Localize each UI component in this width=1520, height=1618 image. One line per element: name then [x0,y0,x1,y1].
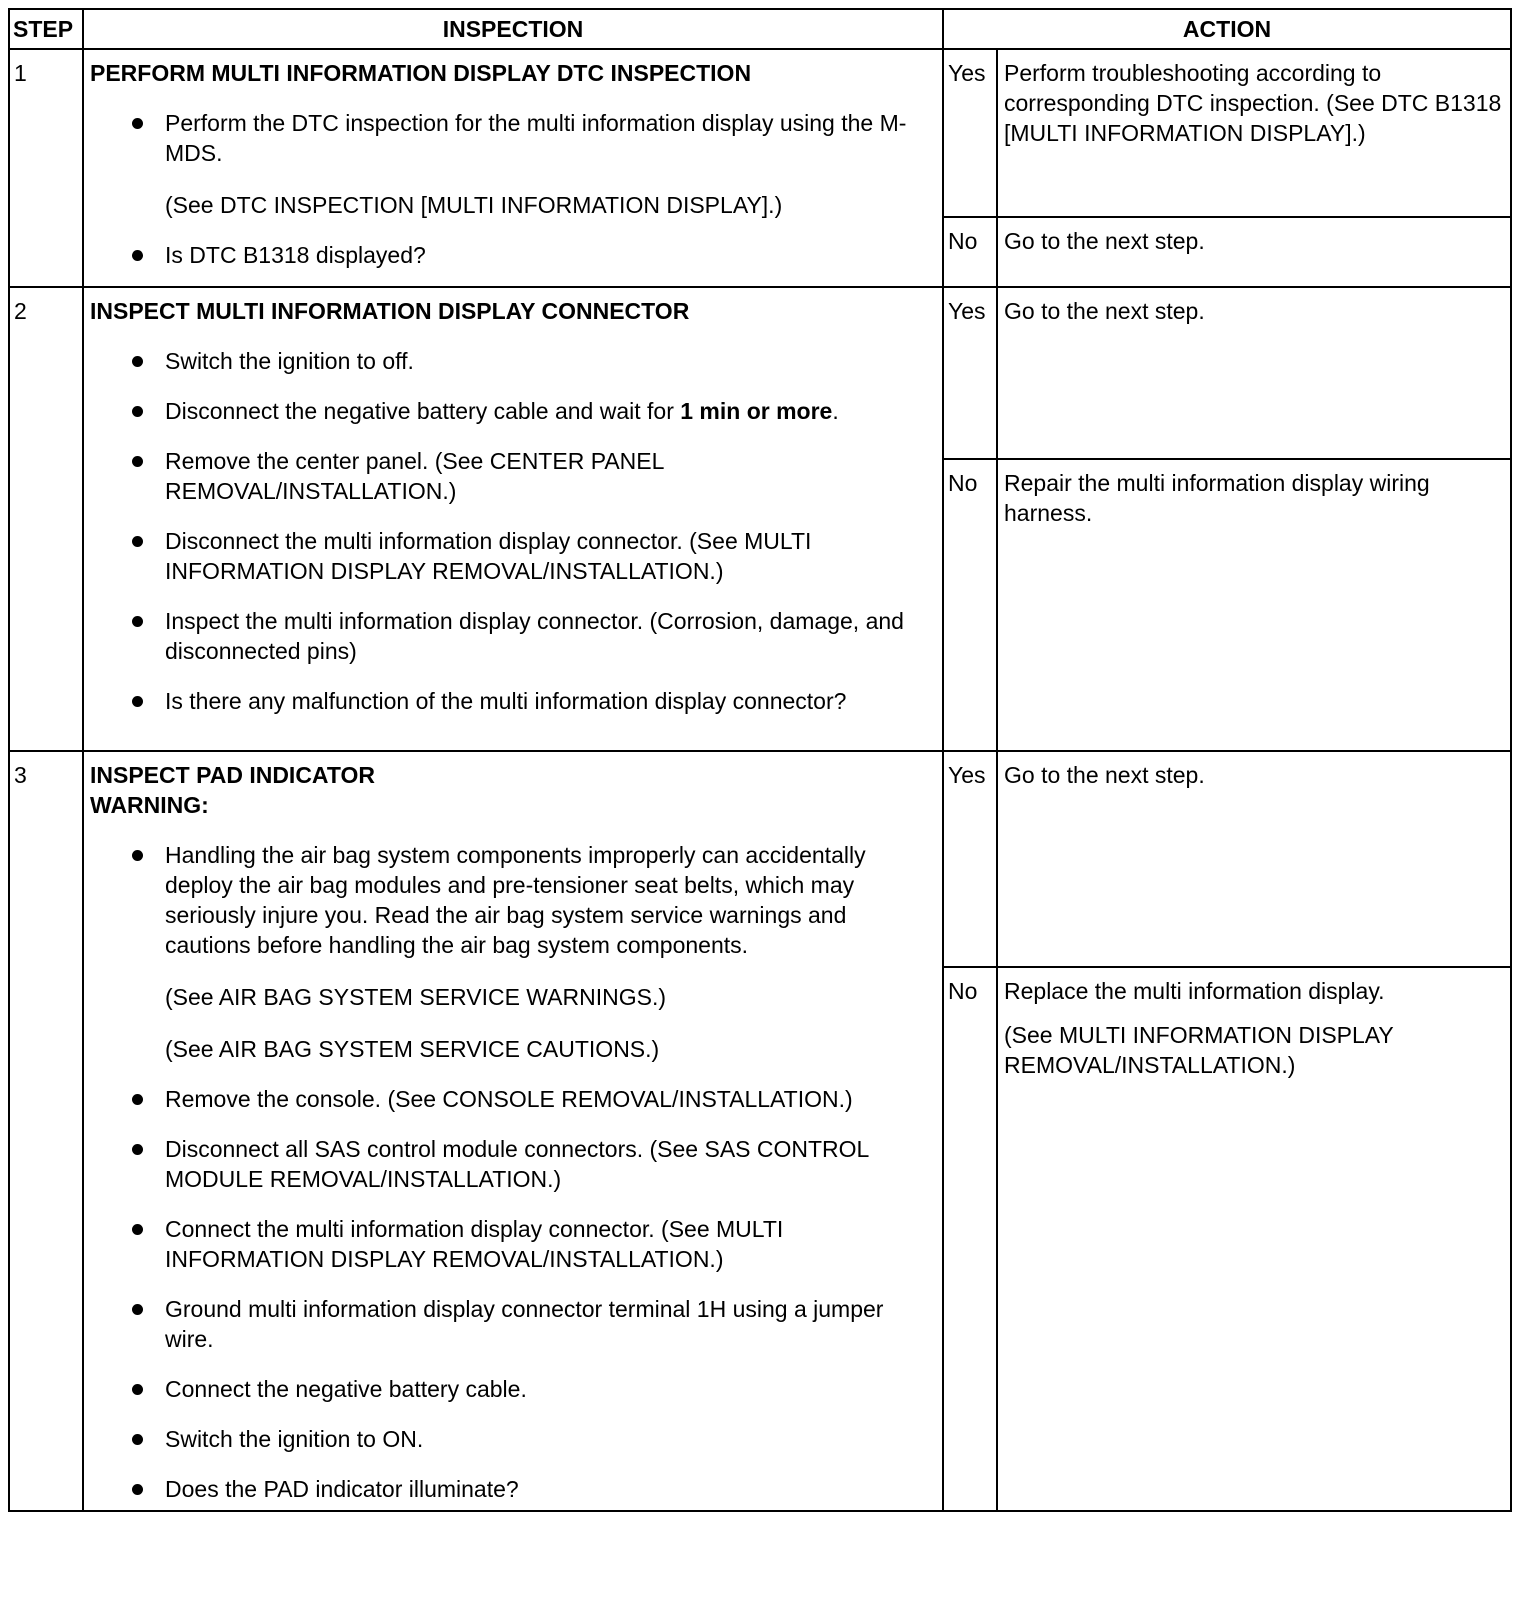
list-item [90,108,936,220]
bullet-text: Inspect the multi information display connector. (Corrosion, damage, and disconnected pins) [165,608,904,664]
list-item [90,1214,936,1274]
yes-action: Perform troubleshooting according to corresponding DTC inspection. (See DTC B1318 [MULTI INFORMATION DISPLAY].) [997,49,1511,217]
no-action: Repair the multi information display wiring harness. [997,459,1511,751]
list-item [90,1374,936,1404]
bullet-list [90,840,936,1504]
bullet-text: Disconnect all SAS control module connectors. (See SAS CONTROL MODULE REMOVAL/INSTALLATION.) [165,1136,869,1192]
bullet-icon [132,1094,143,1105]
bullet-text: Is there any malfunction of the multi information display connector? [165,688,847,714]
bullet-icon [132,536,143,547]
step-1-yes-row [9,49,1511,217]
bullet-icon [132,1304,143,1315]
bullet-text: Connect the multi information display connector. (See MULTI INFORMATION DISPLAY REMOVAL/INSTALLATION.) [165,1216,784,1272]
step-number: 1 [9,49,83,287]
bullet-icon [132,1224,143,1235]
list-item [90,1474,936,1504]
bullet-text: Switch the ignition to ON. [165,1426,424,1452]
list-item [90,1294,936,1354]
bullet-text: Is DTC B1318 displayed? [165,242,426,268]
bullet-text: Disconnect the multi information display connector. (See MULTI INFORMATION DISPLAY REMOVAL/INSTALLATION.) [165,528,812,584]
step-2-inspection [83,287,943,751]
list-item [90,240,936,270]
bullet-icon [132,850,143,861]
no-action-reference: (See MULTI INFORMATION DISPLAY REMOVAL/INSTALLATION.) [1004,1022,1394,1078]
header-step: STEP [9,9,83,49]
bullet-icon [132,118,143,129]
step-title: INSPECT MULTI INFORMATION DISPLAY CONNECTOR [90,298,690,324]
no-label: No [943,459,997,751]
bullet-reference: (See AIR BAG SYSTEM SERVICE WARNINGS.) [165,984,667,1010]
header-action: ACTION [943,9,1511,49]
list-item [90,606,936,666]
yes-action: Go to the next step. [997,751,1511,967]
bullet-icon [132,1434,143,1445]
warning-label: WARNING: [90,792,209,818]
step-3-inspection [83,751,943,1511]
troubleshooting-document [8,8,1510,1512]
yes-label: Yes [943,49,997,217]
troubleshooting-table [8,8,1512,1512]
bullet-text: Connect the negative battery cable. [165,1376,527,1402]
step-3-yes-row [9,751,1511,967]
list-item [90,526,936,586]
bullet-reference: (See AIR BAG SYSTEM SERVICE CAUTIONS.) [165,1036,660,1062]
bullet-icon [132,696,143,707]
no-action: Go to the next step. [997,217,1511,287]
bullet-icon [132,250,143,261]
bullet-icon [132,1144,143,1155]
header-inspection: INSPECTION [83,9,943,49]
step-number: 2 [9,287,83,751]
bullet-emphasis: 1 min or more [680,398,833,424]
bullet-text: Disconnect the negative battery cable and wait for [165,398,681,424]
bullet-text: Does the PAD indicator illuminate? [165,1476,519,1502]
list-item [90,396,936,426]
list-item [90,686,936,716]
no-action-text: Replace the multi information display. [1004,978,1385,1004]
step-2-yes-row [9,287,1511,459]
bullet-text: Handling the air bag system components improperly can accidentally deploy the air bag modules and pre-tensioner seat belts, which may seriously injure you. Read the air bag system service warnings and cautions before handling the air bag system components. [165,842,866,958]
bullet-icon [132,1384,143,1395]
step-title: PERFORM MULTI INFORMATION DISPLAY DTC INSPECTION [90,60,752,86]
list-item [90,840,936,1064]
header-row [9,9,1511,49]
bullet-text: Remove the console. (See CONSOLE REMOVAL/INSTALLATION.) [165,1086,853,1112]
step-number: 3 [9,751,83,1511]
list-item [90,1134,936,1194]
bullet-reference: (See DTC INSPECTION [MULTI INFORMATION DISPLAY].) [165,192,783,218]
bullet-icon [132,356,143,367]
yes-action: Go to the next step. [997,287,1511,459]
yes-label: Yes [943,751,997,967]
yes-label: Yes [943,287,997,459]
list-item [90,1424,936,1454]
bullet-list [90,108,936,270]
no-action [997,967,1511,1511]
list-item [90,446,936,506]
bullet-icon [132,456,143,467]
bullet-icon [132,616,143,627]
no-label: No [943,967,997,1511]
bullet-text: Ground multi information display connector terminal 1H using a jumper wire. [165,1296,884,1352]
no-label: No [943,217,997,287]
bullet-text: Remove the center panel. (See CENTER PANEL REMOVAL/INSTALLATION.) [165,448,664,504]
step-title: INSPECT PAD INDICATOR [90,762,375,788]
bullet-text: Switch the ignition to off. [165,348,414,374]
bullet-list [90,346,936,716]
bullet-text-tail: . [832,398,839,424]
list-item [90,1084,936,1114]
bullet-icon [132,406,143,417]
bullet-text: Perform the DTC inspection for the multi information display using the M-MDS. [165,110,907,166]
list-item [90,346,936,376]
step-1-inspection [83,49,943,287]
bullet-icon [132,1484,143,1495]
